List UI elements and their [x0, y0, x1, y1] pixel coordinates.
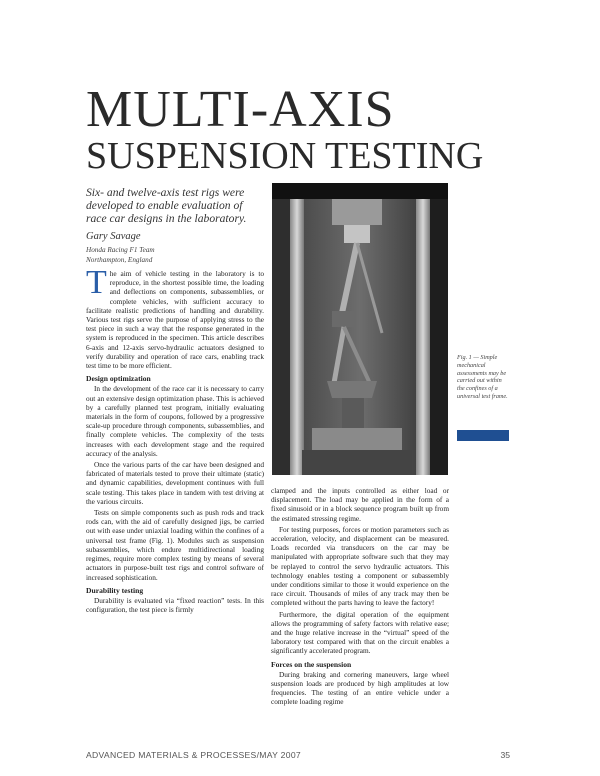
- paragraph: Furthermore, the digital operation of the equipment allows the programming of safety factors with relative ease; and the huge relative increase in the “virtual” speed of the laboratory test compared with that on the circuit enables a significantly accelerated program.: [271, 609, 449, 656]
- intro-paragraph: [86, 264, 264, 371]
- paragraph: Durability is evaluated via “fixed reaction” tests. In this configuration, the test piece is firmly: [86, 595, 264, 615]
- section-heading-forces: Forces on the suspension: [271, 659, 352, 669]
- intro-text: he aim of vehicle testing in the laboratory is to reproduce, in the shortest possible time, the loading and deflections on components, subassemblies, or complete vehicles, with sufficient accuracy to facilitate realistic predictions of handling and durability. Various test rigs serve the purpose of applying stress to the test piece in such a way that the response generated in the system is reproduced in the specimen. This article describes 6-axis and 12-axis servo-hydraulic actuators designed to verify durability and operation of race cars, enabling track test time to be more efficient.: [86, 269, 264, 371]
- author-name: Gary Savage: [86, 231, 141, 242]
- caption-accent-bar: [457, 430, 509, 441]
- affiliation-org: Honda Racing F1 Team: [86, 246, 155, 254]
- paragraph: clamped and the inputs controlled as either load or displacement. The load may be applied in the form of a fixed sinusoid or in a block sequence program built up from the estimated stressing regime.: [271, 486, 449, 523]
- footer-publication: ADVANCED MATERIALS & PROCESSES/MAY 2007: [86, 750, 301, 760]
- paragraph: Once the various parts of the car have been designed and fabricated of materials tested to prove their ultimate (static) and dynamic capabilities, development continues with full scale testing. This takes place in tandem with test driving at the various circuits.: [86, 460, 264, 506]
- figure-photo-test-frame: [272, 183, 448, 475]
- page-number: 35: [500, 750, 510, 760]
- paragraph: Tests on simple components such as push rods and track rods can, with the aid of carefully designed jigs, be carried out with ease under uniaxial loading within the confines of a universal test frame (Fig. 1). Modules such as suspension subassemblies, which endure multidirectional loading regimes, require more complex testing by means of several actuators in purpose-built test rigs and control software of increased sophistication.: [86, 508, 264, 582]
- section-heading-durability: Durability testing: [86, 585, 144, 595]
- paragraph: For testing purposes, forces or motion parameters such as acceleration, velocity, and displacement can be measured. Loads recorded via transducers on the car may be manipulated with appropriate software such that they may be replayed to control the servo hydraulic actuators. This technology enables testing a component or subassembly under conditions similar to those it would experience on the race circuit. Thousands of miles of any track may then be completed without the parts having to leave the factory!: [271, 524, 449, 608]
- figure-caption: Fig. 1 — Simple mechanical assessments may be carried out within the confines of a universal test frame.: [457, 354, 508, 400]
- section-heading-design: Design optimization: [86, 374, 151, 384]
- article-title-line2: SUSPENSION TESTING: [86, 135, 484, 177]
- article-subtitle: Six- and twelve-axis test rigs were developed to enable evaluation of race car designs in the laboratory.: [86, 186, 247, 225]
- paragraph: In the development of the race car it is necessary to carry out an extensive design optimization phase. This is achieved by a carefully planned test program, initially evaluating materials in the form of coupons, followed by a progressive scale-up procedure through components, subassemblies, and finally complete vehicles. The complexity of the tests increases with each development stage and the required accuracy of the analysis.: [86, 384, 264, 458]
- body-column-right: [271, 486, 449, 709]
- author-affiliation: [86, 246, 264, 265]
- article-title-line1: MULTI-AXIS: [86, 81, 395, 138]
- affiliation-place: Northampton, England: [86, 255, 153, 264]
- drop-cap: T: [86, 264, 107, 301]
- paragraph: During braking and cornering maneuvers, large wheel suspension loads are produced by high amplitudes at low frequencies. The testing of an entire vehicle under a complete loading regime: [271, 669, 449, 707]
- body-column-left: [86, 264, 264, 616]
